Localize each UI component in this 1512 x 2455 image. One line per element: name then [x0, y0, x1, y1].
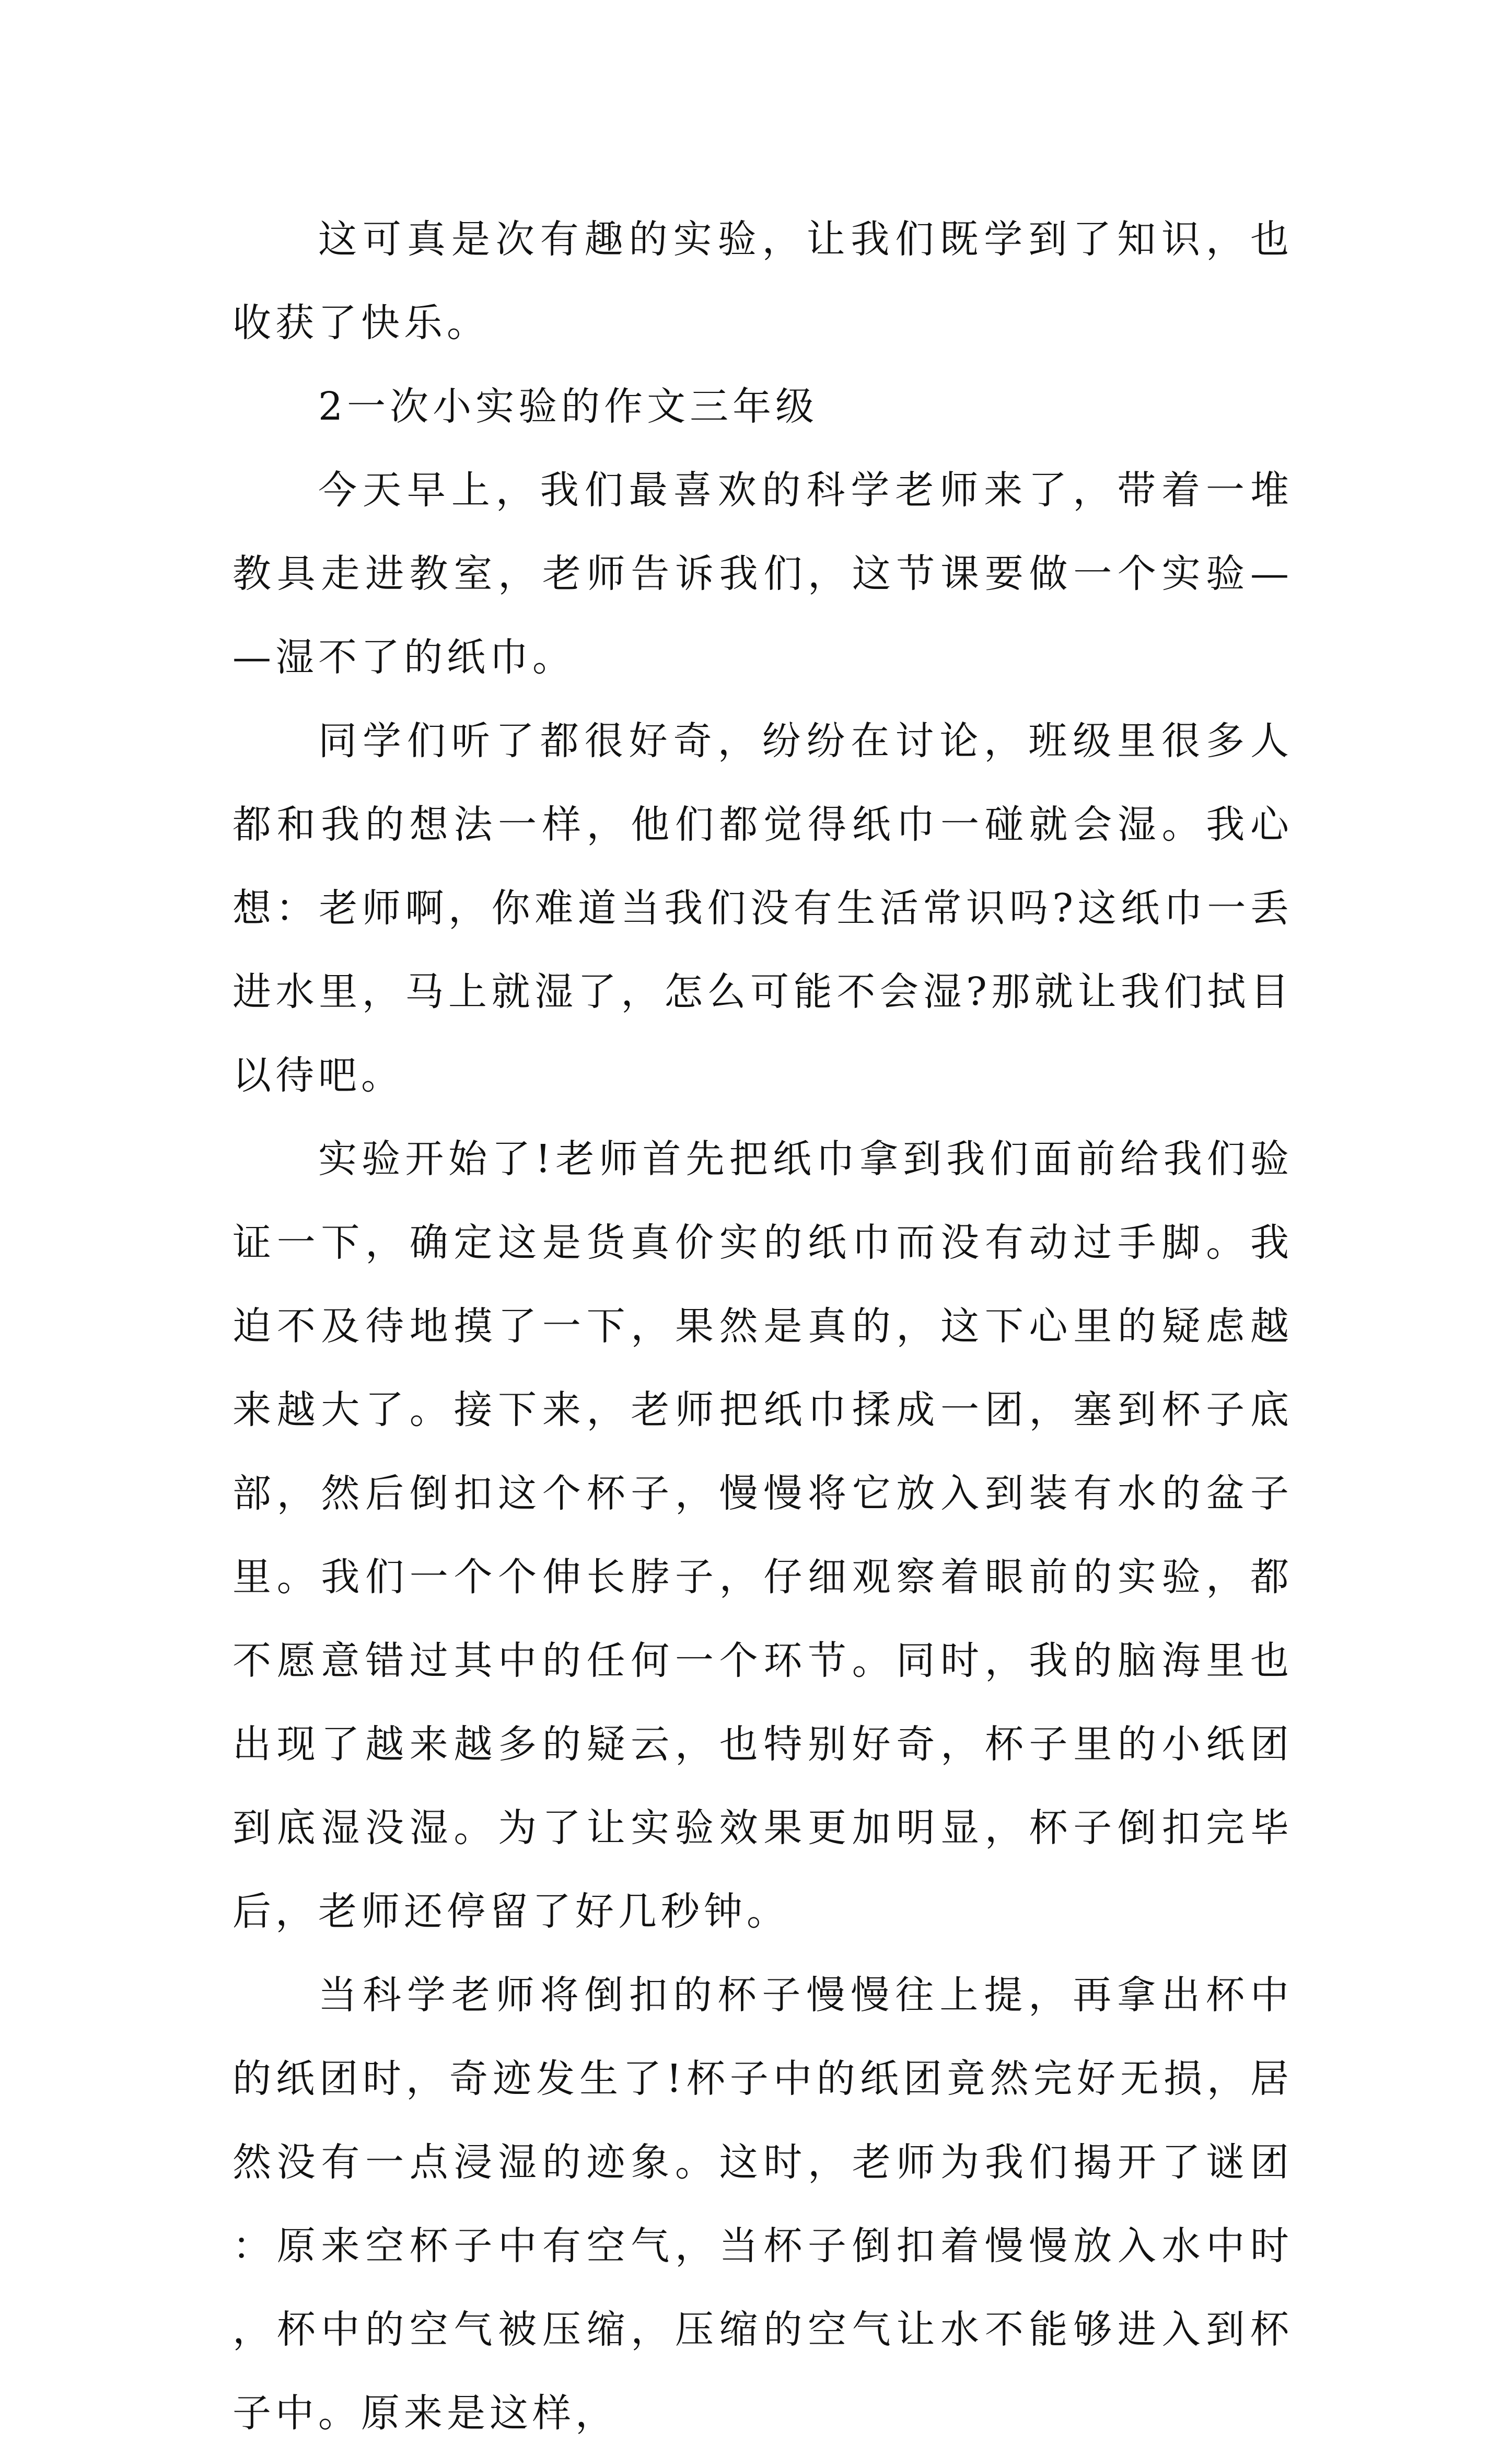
section-title: 2一次小实验的作文三年级 [318, 384, 819, 429]
paragraph-closing: 这可真是次有趣的实验，让我们既学到了知识，也收获了快乐。 [232, 217, 1293, 345]
document-body [232, 198, 1293, 2455]
paragraph-3: 实验开始了!老师首先把纸巾拿到我们面前给我们验证一下，确定这是货真价实的纸巾而没有动过手脚。我迫不及待地摸了一下，果然是真的，这下心里的疑虑越来越大了。接下来，老师把纸巾揉成一团，塞到杯子底部，然后倒扣这个杯子，慢慢将它放入到装有水的盆子里。我们一个个伸长脖子，仔细观察着眼前的实验，都不愿意错过其中的任何一个环节。同时，我的脑海里也出现了越来越多的疑云，也特别好奇，杯子里的小纸团到底湿没湿。为了让实验效果更加明显，杯子倒扣完毕后，老师还停留了好几秒钟。 [232, 1137, 1293, 1934]
paragraph-4: 当科学老师将倒扣的杯子慢慢往上提，再拿出杯中的纸团时，奇迹发生了!杯子中的纸团竟然完好无损，居然没有一点浸湿的迹象。这时，老师为我们揭开了谜团：原来空杯子中有空气，当杯子倒扣着慢慢放入水中时，杯中的空气被压缩，压缩的空气让水不能够进入到杯子中。原来是这样， [232, 1973, 1293, 2436]
paragraph-2: 同学们听了都很好奇，纷纷在讨论，班级里很多人都和我的想法一样，他们都觉得纸巾一碰就会湿。我心想：老师啊，你难道当我们没有生活常识吗?这纸巾一丢进水里，马上就湿了，怎么可能不会湿?那就让我们拭目以待吧。 [232, 719, 1293, 1098]
paragraph-1: 今天早上，我们最喜欢的科学老师来了，带着一堆教具走进教室，老师告诉我们，这节课要做一个实验——湿不了的纸巾。 [232, 468, 1293, 680]
